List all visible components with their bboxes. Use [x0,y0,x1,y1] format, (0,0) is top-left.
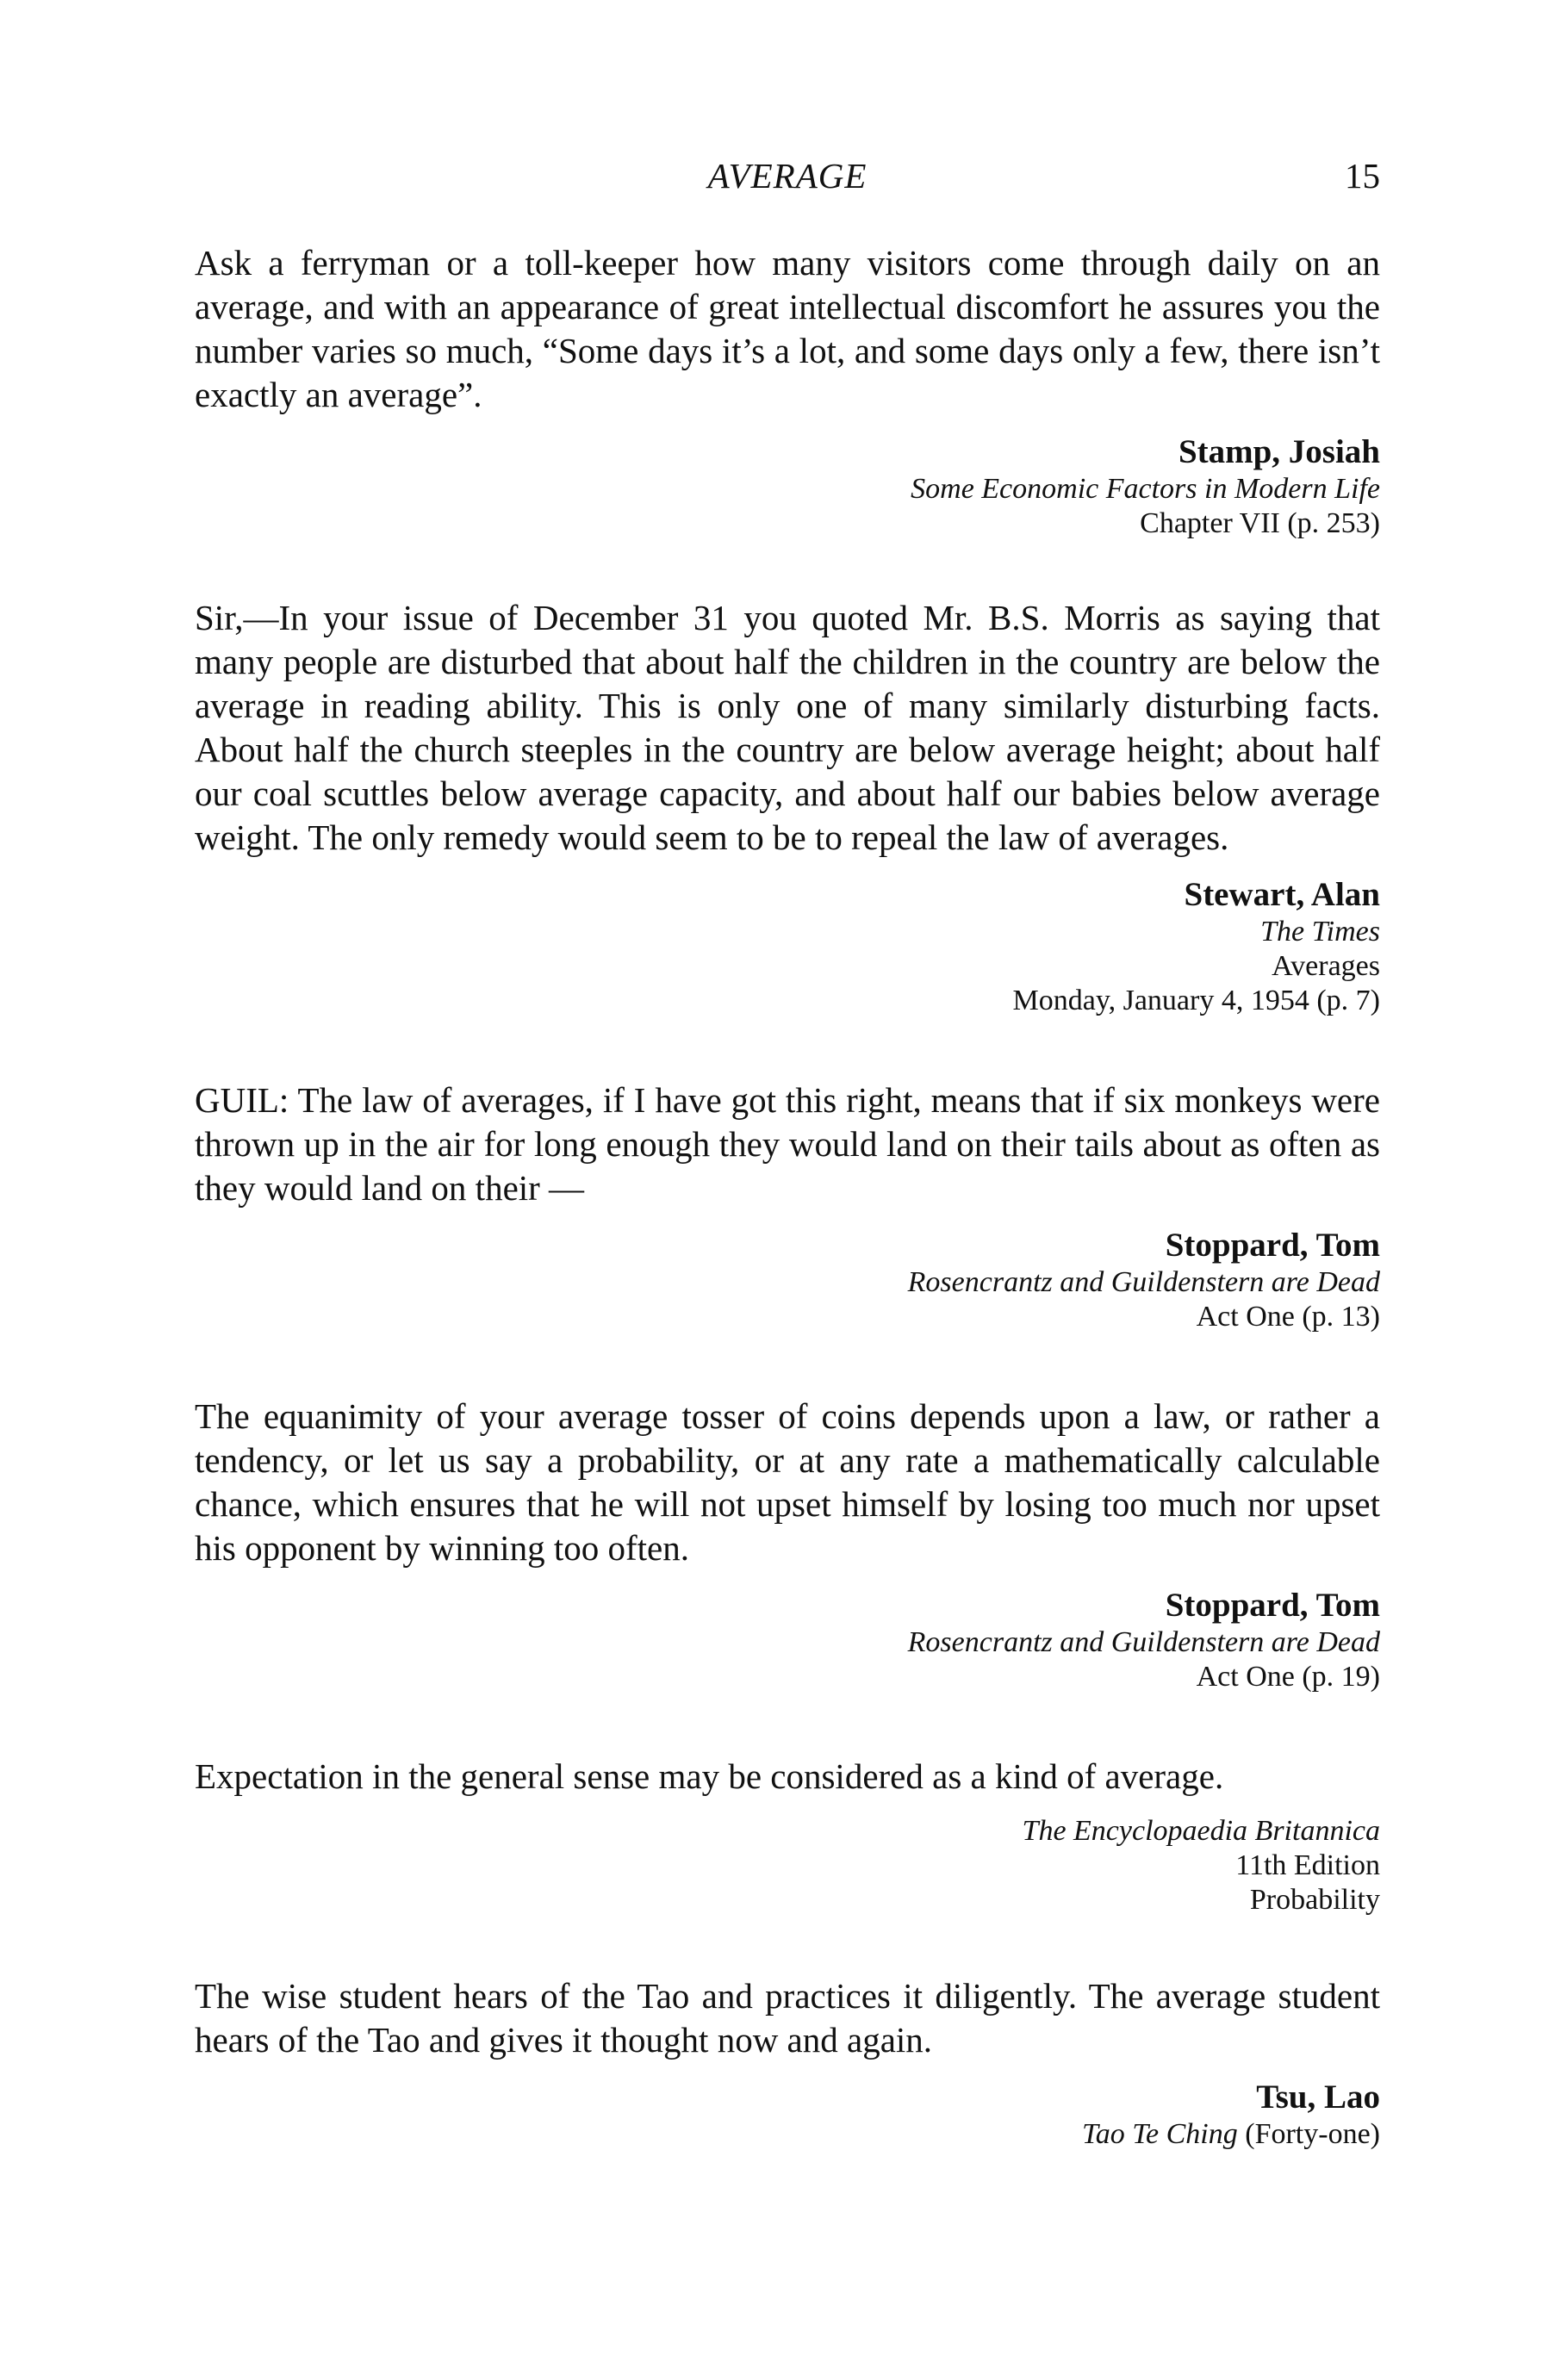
source-title: The Times [1260,916,1380,948]
quotation-text: Sir,—In your issue of December 31 you quoted Mr. B.S. Morris as saying that many people are disturbed that about half the children in the country are below the average in reading ability. This is only one of many similarly disturbing facts. About half the church steeples in the country are below average height; about half our coal scuttles below average capacity, and about half our babies below average weight. The only remedy would seem to be to repeal the law of averages. [195,598,1380,857]
source-title: Rosencrantz and Guildenstern are Dead [907,1266,1380,1298]
attribution [195,1586,1380,1694]
source-line [195,2117,1380,2152]
attribution [195,1814,1380,1917]
source-title: Tao Te Ching [1081,2118,1238,2150]
author-name: Stoppard, Tom [1165,1227,1380,1264]
source-detail: Act One (p. 13) [1196,1301,1380,1333]
quotation-text: Expectation in the general sense may be considered as a kind of average. [195,1756,1224,1796]
running-head [195,155,1380,207]
source-title: Some Economic Factors in Modern Life [911,473,1380,505]
author-name: Stamp, Josiah [1178,433,1380,470]
quotation-text: GUIL: The law of averages, if I have got this right, means that if six monkeys were thrown up in the air for long enough they would land on their tails about as often as they would land on their — [195,1080,1380,1208]
source-detail: 11th Edition [1235,1849,1380,1881]
attribution [195,875,1380,1018]
chapter-title: AVERAGE [707,156,868,196]
author-name: Stewart, Alan [1184,876,1380,913]
source-detail: Probability [1249,1884,1380,1916]
source-detail: Averages [1272,950,1380,982]
attribution [195,432,1380,541]
source-detail: (Forty-one) [1237,2118,1380,2150]
quotation-text: Ask a ferryman or a toll-keeper how many visitors come through daily on an average, and with an appearance of great intellectual discomfort he assures you the number varies so much, “Some days it’s a lot, and some days only a few, there isn’t exactly an average”. [195,243,1380,414]
quotation-entry [195,241,1380,541]
source-title: The Encyclopaedia Britannica [1022,1815,1380,1847]
quotation-entry [195,1755,1380,1917]
page-number: 15 [1345,156,1380,196]
author-name: Tsu, Lao [1256,2079,1380,2116]
quotation-entry [195,1395,1380,1694]
quotation-text: The wise student hears of the Tao and practices it diligently. The average student hears of the Tao and gives it thought now and again. [195,1976,1380,2060]
author-name: Stoppard, Tom [1165,1587,1380,1624]
attribution [195,1226,1380,1334]
source-detail: Monday, January 4, 1954 (p. 7) [1012,985,1380,1016]
source-detail: Chapter VII (p. 253) [1140,507,1380,539]
source-title: Rosencrantz and Guildenstern are Dead [907,1626,1380,1658]
quotation-text: The equanimity of your average tosser of coins depends upon a law, or rather a tendency, or let us say a probability, or at any rate a mathematically calculable chance, which ensures that he will not upset himself by losing too much nor upset his opponent by winning too often. [195,1396,1380,1568]
quotation-entry [195,1078,1380,1334]
quotation-entry [195,596,1380,1018]
book-page [195,155,1380,2152]
quotation-entry [195,1974,1380,2152]
attribution [195,2078,1380,2152]
source-detail: Act One (p. 19) [1196,1661,1380,1693]
